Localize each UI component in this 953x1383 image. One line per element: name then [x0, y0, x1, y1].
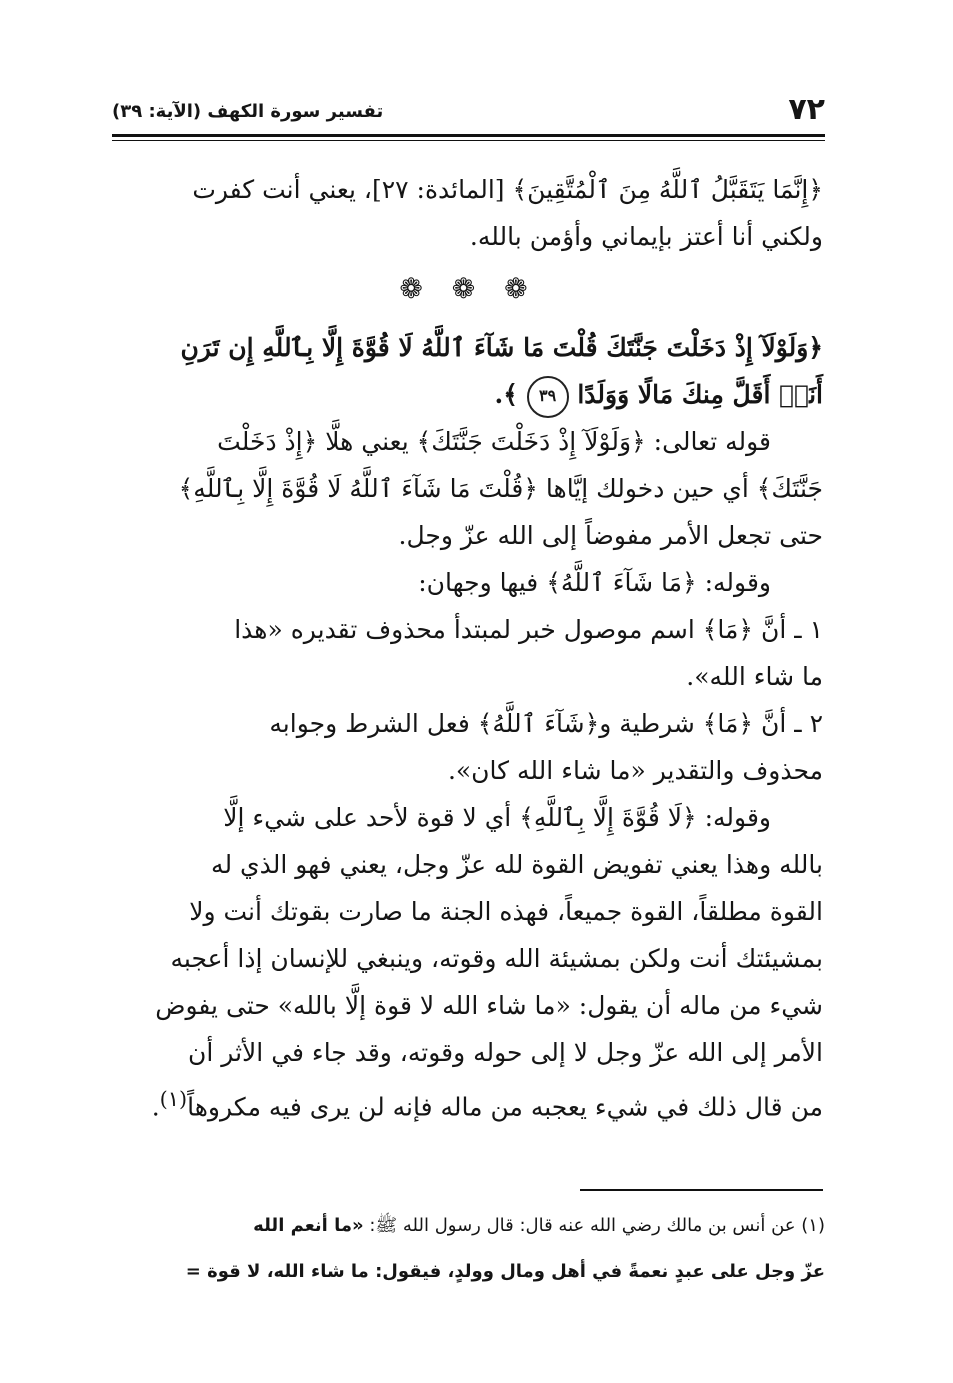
paragraph-1-line-2: ولكني أنا أعتز بإيماني وأؤمن بالله.	[469, 222, 823, 251]
paragraph-7-line-5: شيء من ماله أن يقول: «ما شاء الله لا قوة إلَّا بالله» حتى يفوض	[155, 991, 823, 1020]
section-divider-stars: ❁ ❁ ❁	[399, 272, 538, 305]
footnote-1-line-2: عزّ وجل على عبدٍ نعمةً في أهل ومال وولدٍ، فيقول: ما شاء الله، لا قوة =	[185, 1261, 825, 1282]
header-rule-thick	[112, 134, 825, 137]
paragraph-7-end: .	[151, 1092, 160, 1122]
verse-line-2	[114, 371, 823, 418]
ayah-number-marker: ٣٩	[527, 376, 569, 418]
verse-close: ﴾.	[494, 380, 518, 409]
paragraph-7-last-text: من قال ذلك في شيء يعجبه من ماله فإنه لن يرى فيه مكروهاً	[187, 1092, 823, 1122]
footnote-reference[interactable]: (١)	[159, 1087, 188, 1111]
footnote-1-line-1	[110, 1203, 825, 1249]
paragraph-5-line-1: ١ ـ أنَّ ﴿مَا﴾ اسم موصول خبر لمبتدأ محذوف تقديره «هذا	[234, 615, 823, 644]
paragraph-6-line-2: محذوف والتقدير «ما شاء الله كان».	[447, 756, 823, 785]
verse-text: أَنَا۠ أَقَلَّ مِنكَ مَالًا وَوَلَدًا	[577, 380, 823, 409]
page-header	[112, 92, 825, 132]
paragraph-5-line-2: ما شاء الله».	[686, 662, 823, 691]
paragraph-1-line-1: ﴿إِنَّمَا يَتَقَبَّلُ ٱللَّهُ مِنَ ٱلْمُتَّقِينَ﴾ [المائدة: ٢٧]، يعني أنت كفرت	[192, 175, 823, 204]
page-number: ٧٢	[788, 92, 825, 127]
footnote-1-intro: (١) عن أنس بن مالك رضي الله عنه قال: قال رسول الله ﷺ:	[363, 1215, 825, 1236]
paragraph-7-line-6: الأمر إلى الله عزّ وجل لا إلى حوله وقوته، وقد جاء في الأثر أن	[188, 1038, 823, 1067]
footnote-1-quote-start: «ما أنعم الله	[253, 1215, 364, 1236]
paragraph-4: وقوله: ﴿مَا شَآءَ ٱللَّهُ﴾ فيها وجهان:	[418, 568, 771, 597]
paragraph-3-line-3: حتى تجعل الأمر مفوضاً إلى الله عزّ وجل.	[398, 521, 823, 550]
footnote-separator	[580, 1189, 823, 1191]
paragraph-7-line-1: وقوله: ﴿لَا قُوَّةَ إِلَّا بِٱللَّهِ﴾ أي لا قوة لأحد على شيء إلَّا	[223, 803, 771, 832]
paragraph-3-line-2: جَنَّتَكَ﴾ أي حين دخولك إيَّاها ﴿قُلْتَ مَا شَآءَ ٱللَّهُ لَا قُوَّةَ إِلَّا بِٱللَّهِ﴾	[178, 474, 823, 503]
header-rule-thin	[112, 140, 825, 141]
paragraph-7-line-4: بمشيئتك أنت ولكن بمشيئة الله وقوته، وينبغي للإنسان إذا أعجبه	[170, 944, 823, 973]
running-title: تفسير سورة الكهف (الآية: ٣٩)	[112, 101, 384, 122]
paragraph-3-line-1: قوله تعالى: ﴿وَلَوْلَآ إِذْ دَخَلْتَ جَنَّتَكَ﴾ يعني هلَّا ﴿إِذْ دَخَلْتَ	[217, 427, 771, 456]
paragraph-7-line-3: القوة مطلقاً، القوة جميعاً، فهذه الجنة ما صارت بقوتك أنت ولا	[189, 897, 823, 926]
paragraph-7-line-7	[114, 1076, 823, 1130]
paragraph-6-line-1: ٢ ـ أنَّ ﴿مَا﴾ شرطية و﴿شَآءَ ٱللَّهُ﴾ فعل الشرط وجوابه	[269, 709, 823, 738]
verse-line-1: ﴿وَلَوْلَآ إِذْ دَخَلْتَ جَنَّتَكَ قُلْتَ مَا شَآءَ ٱللَّهُ لَا قُوَّةَ إِلَّا بِٱللَّهِ إِن تَرَنِ	[180, 333, 823, 362]
paragraph-7-line-2: بالله وهذا يعني تفويض القوة لله عزّ وجل، يعني فهو الذي له	[211, 850, 823, 879]
footnotes	[110, 1203, 825, 1295]
main-text	[114, 166, 823, 1130]
